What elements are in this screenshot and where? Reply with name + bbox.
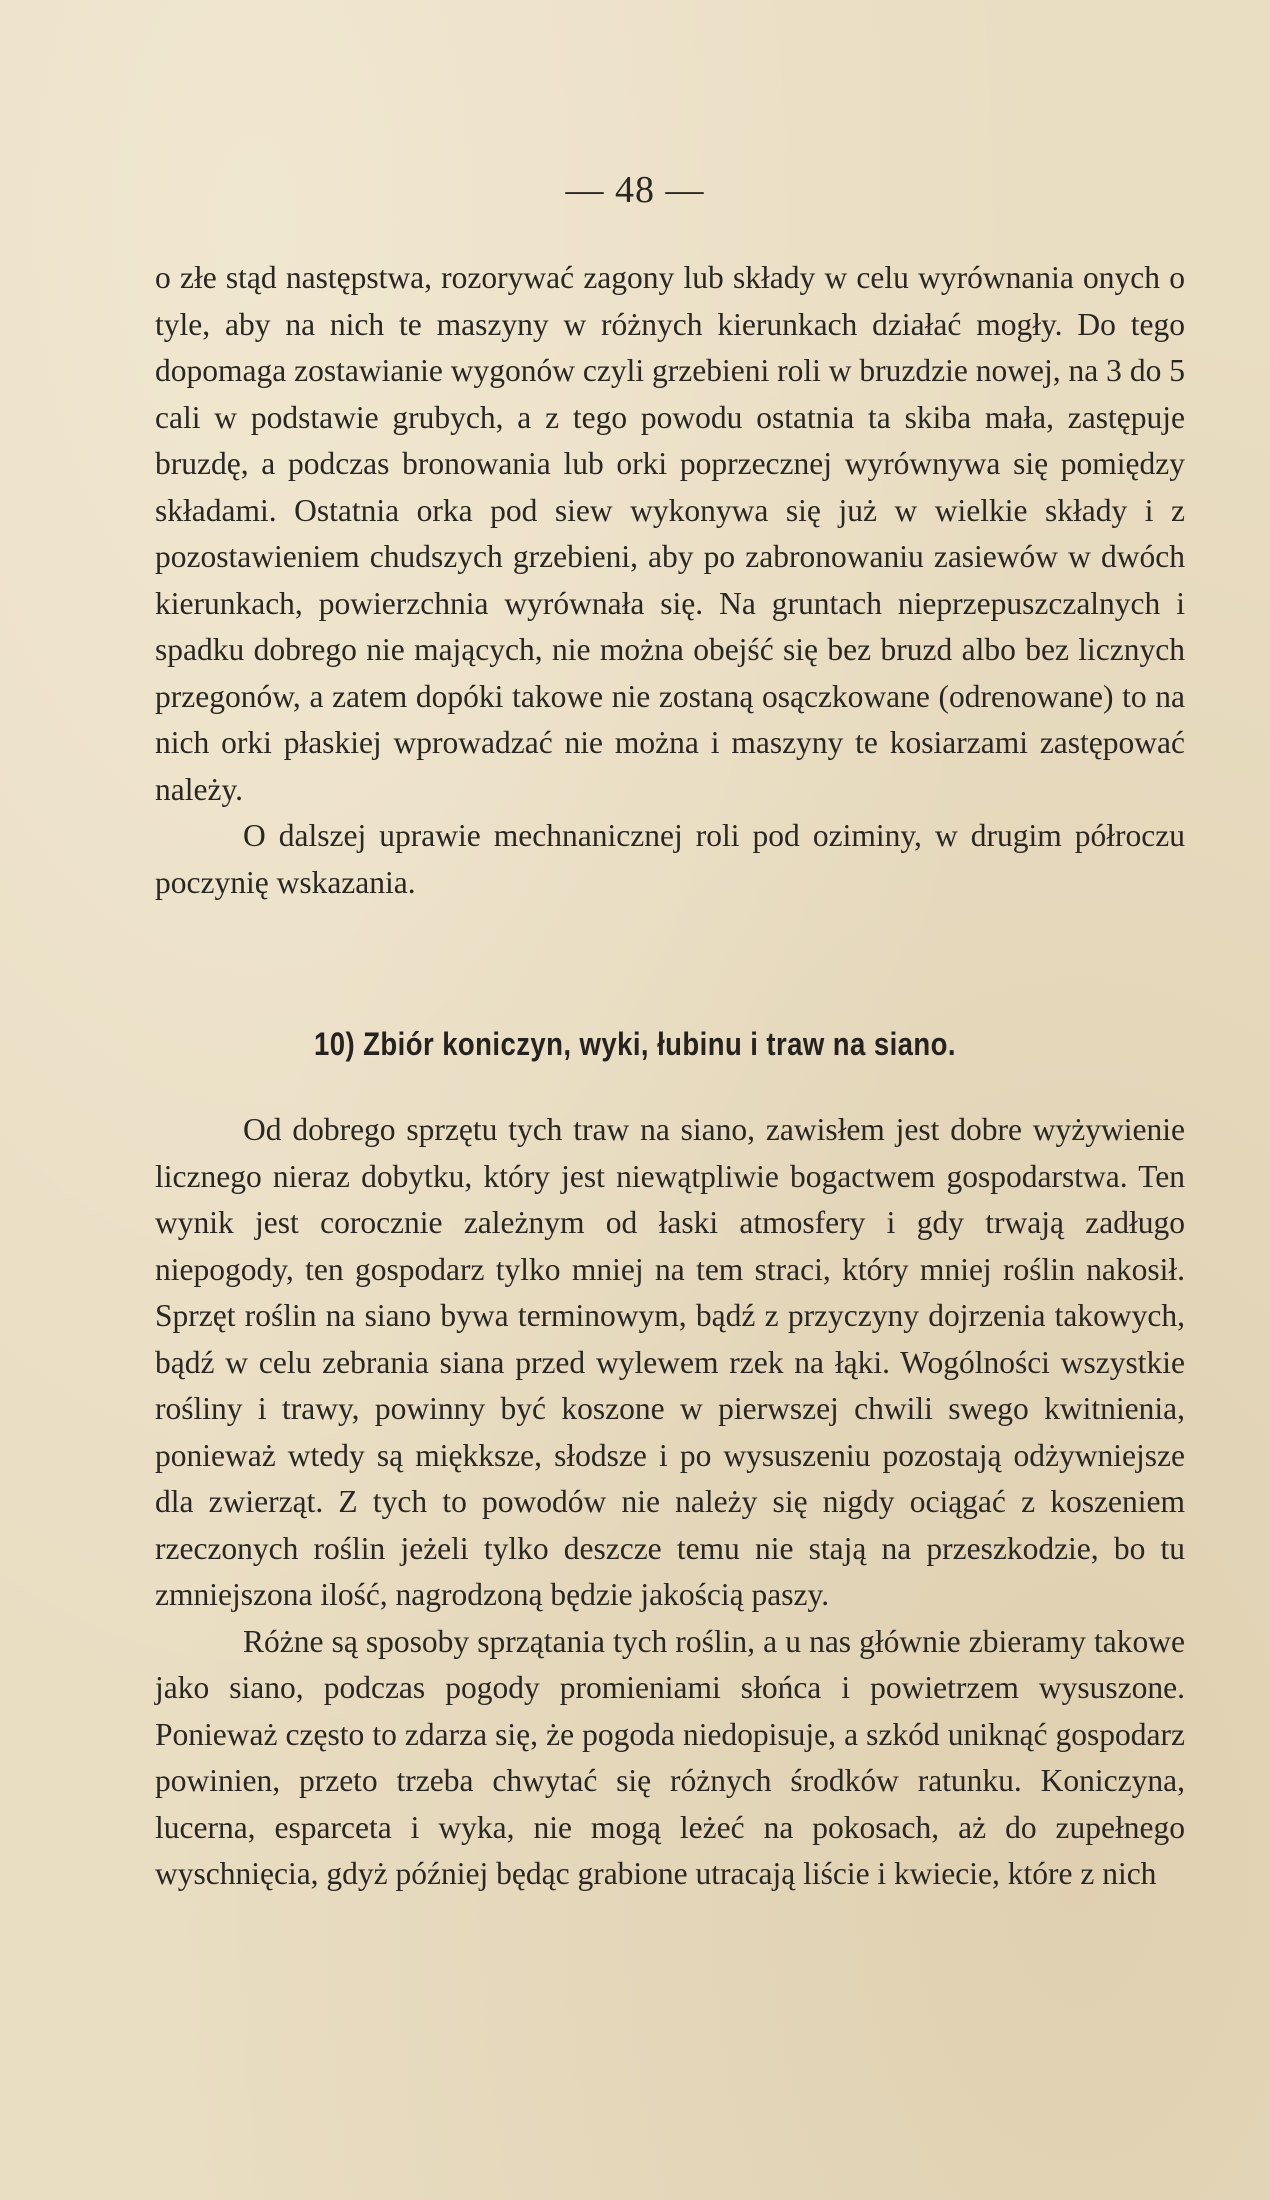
paragraph-harvest-methods: Różne są sposoby sprzątania tych roślin, a u nas głównie zbieramy takowe jako siano, podczas pogody promieniami słońca i powietrzem wysuszone. Ponieważ często to zdarza się, że pogoda niedopisuje, a szkód uniknąć gospodarz powinien, przeto trzeba chwytać się różnych środków ratunku. Koniczyna, lucerna, esparceta i wyka, nie mogą leżeć na pokosach, aż do zupełnego wyschnięcia, gdyż później będąc grabione utracają liście i kwiecie, które z nich <box>155 1623 1185 1891</box>
paragraph-hay-harvest: Od dobrego sprzętu tych traw na siano, zawisłem jest dobre wyżywienie licznego nieraz dobytku, który jest niewątpliwie bogactwem gospodarstwa. Ten wynik jest corocznie zależnym od łaski atmosfery i gdy trwają zadługo niepogody, ten gospodarz tylko mniej na tem straci, który mniej roślin nakosił. Sprzęt roślin na siano bywa terminowym, bądź z przyczyny dojrzenia takowych, bądź w celu zebrania siana przed wylewem rzek na łąki. Wogólności wszystkie rośliny i trawy, powinny być koszone w pierwszej chwili swego kwitnienia, ponieważ wtedy są miękksze, słodsze i po wysuszeniu pozostają odżywniejsze dla zwierząt. Z tych to powodów nie należy się nigdy ociągać z koszeniem rzeczonych roślin jeżeli tylko deszcze temu nie stają na przeszkodzie, bo tu zmniejszona ilość, nagrodzoną będzie jakością paszy. <box>155 1112 1185 1612</box>
page-number: — 48 — <box>565 169 705 211</box>
text-block-top <box>155 255 1185 906</box>
paragraph-further-cultivation: O dalszej uprawie mechnanicznej roli pod oziminy, w drugim półroczu poczynię wskazania. <box>155 818 1185 900</box>
paragraph-continuation: o złe stąd następstwa, rozorywać zagony lub składy w celu wyrównania onych o tyle, aby na nich te maszyny w różnych kierunkach działać mogły. Do tego dopomaga zostawianie wygonów czyli grzebieni roli w bruzdzie nowej, na 3 do 5 cali w podstawie grubych, a z tego powodu ostatnia ta skiba mała, zastępuje bruzdę, a podczas bronowania lub orki poprzecznej wyrównywa się pomiędzy składami. Ostatnia orka pod siew wykonywa się już w wielkie składy i z pozostawieniem chudszych grzebieni, aby po zabronowaniu zasiewów w dwóch kierunkach, powierzchnia wyrównała się. Na gruntach nieprzepuszczalnych i spadku dobrego nie mających, nie można obejść się bez bruzd albo bez licznych przegonów, a zatem dopóki takowe nie zostaną osączkowane (odrenowane) to na nich orki płaskiej wprowadzać nie można i maszyny te kosiarzami zastępować należy. <box>155 260 1185 807</box>
text-block-bottom <box>155 1107 1185 1898</box>
section-heading: 10) Zbiór koniczyn, wyki, łubinu i traw na siano. <box>314 1026 956 1062</box>
